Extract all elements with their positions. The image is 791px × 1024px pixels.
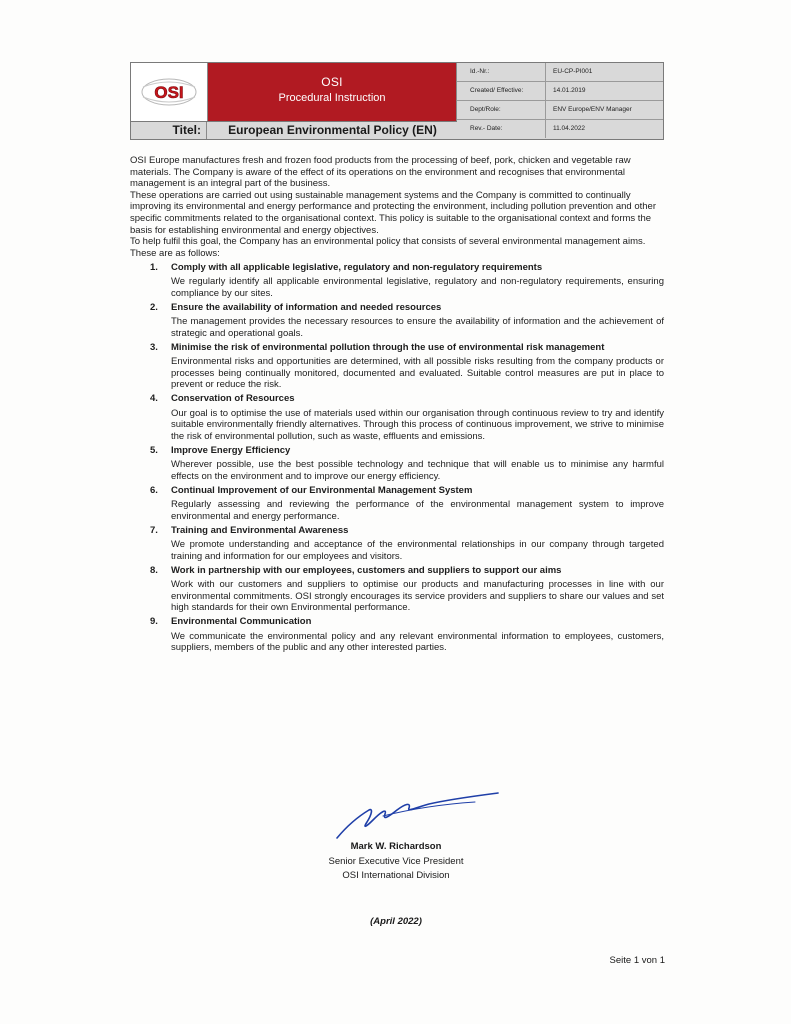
intro-paragraph: To help fulfil this goal, the Company has an environmental policy that consists of several environmental management aims. These are as follows:: [130, 236, 646, 259]
meta-label: Dept/Role:: [457, 101, 546, 119]
page-number: Seite 1 von 1: [609, 955, 665, 966]
meta-label: Rev.- Date:: [457, 120, 546, 138]
list-item: [130, 262, 664, 299]
meta-row-created: [457, 82, 663, 101]
aim-description: The management provides the necessary resources to ensure the availability of information and the achievement of strategic and operational goals.: [171, 316, 664, 339]
aim-heading: Training and Environmental Awareness: [171, 524, 349, 536]
aim-heading: Comply with all applicable legislative, regulatory and non-regulatory requirements: [171, 261, 543, 273]
policy-body: [130, 155, 664, 654]
aim-number: 5.: [150, 445, 158, 456]
aim-heading: Work in partnership with our employees, customers and suppliers to support our aims: [171, 564, 562, 576]
aim-number: 3.: [150, 341, 158, 353]
aim-heading: Improve Energy Efficiency: [171, 445, 291, 456]
document-header: [130, 62, 664, 140]
meta-label: Id.-Nr.:: [457, 63, 546, 81]
signatory-division: OSI International Division: [342, 870, 450, 881]
aim-description: Our goal is to optimise the use of materials used within our organisation through continuous review to try and identify suitable environmentally friendly alternatives. Through this process of continuous improvement, we strive to minimise the risk of environmental pollution, such as waste, effluents and emissions.: [171, 407, 664, 442]
document-type: Procedural Instruction: [278, 92, 386, 104]
aim-description: Regularly assessing and reviewing the performance of the environmental management system to improve environmental and energy performance.: [171, 499, 664, 522]
aim-description: Work with our customers and suppliers to optimise our products and manufacturing processes in line with our environmental commitments. OSI strongly encourages its service providers and suppliers to share our values and set high standards for their own Environmental performance.: [171, 579, 664, 614]
svg-text:OSI: OSI: [154, 83, 184, 102]
aim-number: 9.: [150, 616, 158, 628]
signatory-block: [296, 840, 496, 884]
header-title-block: [208, 63, 457, 121]
intro-paragraph: OSI Europe manufactures fresh and frozen food products from the processing of beef, pork, chicken and vegetable raw materials. The Company is aware of the effect of its operations on the environment and recognises that environmental management is an integral part of the business.: [130, 155, 631, 190]
aim-number: 6.: [150, 484, 158, 496]
aims-list: [130, 262, 664, 654]
aim-description: We promote understanding and acceptance of the environmental relationships in our company through targeted training and information for our employees and visitors.: [171, 539, 664, 562]
intro-paragraph: These operations are carried out using sustainable management systems and the Company is committed to continually improving its environmental and energy performance and protecting the environment, including pollution prevention and other specific commitments related to the organisational context. This policy is suitable to the organisational context and forms the basis for establishing environmental and energy objectives.: [130, 189, 656, 236]
list-item: [130, 485, 664, 522]
list-item: [130, 565, 664, 614]
signatory-title: Senior Executive Vice President: [328, 855, 464, 867]
osi-logo: [131, 63, 208, 121]
aim-number: 1.: [150, 261, 158, 273]
document-meta-table: [457, 63, 663, 139]
aim-number: 2.: [150, 301, 158, 313]
meta-value: EU-CP-PI001: [553, 68, 593, 75]
handwritten-signature: [325, 782, 510, 844]
meta-row-rev-date: [457, 120, 663, 138]
aim-number: 8.: [150, 564, 158, 576]
aim-description: We regularly identify all applicable environmental legislative, regulatory and non-regulatory requirements, ensuring compliance by our sites.: [171, 276, 664, 299]
aim-description: Wherever possible, use the best possible technology and technique that will enable us to minimise any harmful effects on the environment and to improve our energy efficiency.: [171, 459, 664, 482]
meta-value: 14.01.2019: [553, 87, 586, 94]
company-name: OSI: [321, 75, 343, 89]
aim-heading: Ensure the availability of information and needed resources: [171, 301, 442, 313]
aim-number: 7.: [150, 524, 158, 536]
list-item: [130, 525, 664, 562]
titel-label: Titel:: [131, 122, 207, 139]
meta-row-dept: [457, 101, 663, 120]
title-row: [131, 121, 457, 139]
meta-label: Created/ Effective:: [457, 82, 546, 100]
list-item: [130, 302, 664, 339]
signature-date: (April 2022): [370, 916, 422, 927]
list-item: [130, 616, 664, 653]
aim-heading: Minimise the risk of environmental pollution through the use of environmental risk management: [171, 341, 605, 353]
aim-number: 4.: [150, 393, 158, 405]
list-item: [130, 342, 664, 391]
document-title: European Environmental Policy (EN): [228, 123, 437, 137]
aim-description: We communicate the environmental policy and any relevant environmental information to employees, customers, suppliers, members of the public and any other interested parties.: [171, 630, 664, 654]
meta-value: ENV Europe/ENV Manager: [553, 106, 632, 113]
signatory-name: Mark W. Richardson: [350, 841, 442, 852]
list-item: [130, 445, 664, 482]
meta-value: 11.04.2022: [553, 125, 586, 132]
aim-heading: Environmental Communication: [171, 616, 312, 628]
aim-heading: Conservation of Resources: [171, 393, 295, 405]
list-item: [130, 393, 664, 442]
aim-heading: Continual Improvement of our Environmental Management System: [171, 484, 473, 496]
meta-row-id: [457, 63, 663, 82]
aim-description: Environmental risks and opportunities are determined, with all possible risks resulting from the company products or processes being continually monitored, documented and evaluated. Suitable control measures are put in place to prevent or reduce the risk.: [171, 356, 664, 391]
